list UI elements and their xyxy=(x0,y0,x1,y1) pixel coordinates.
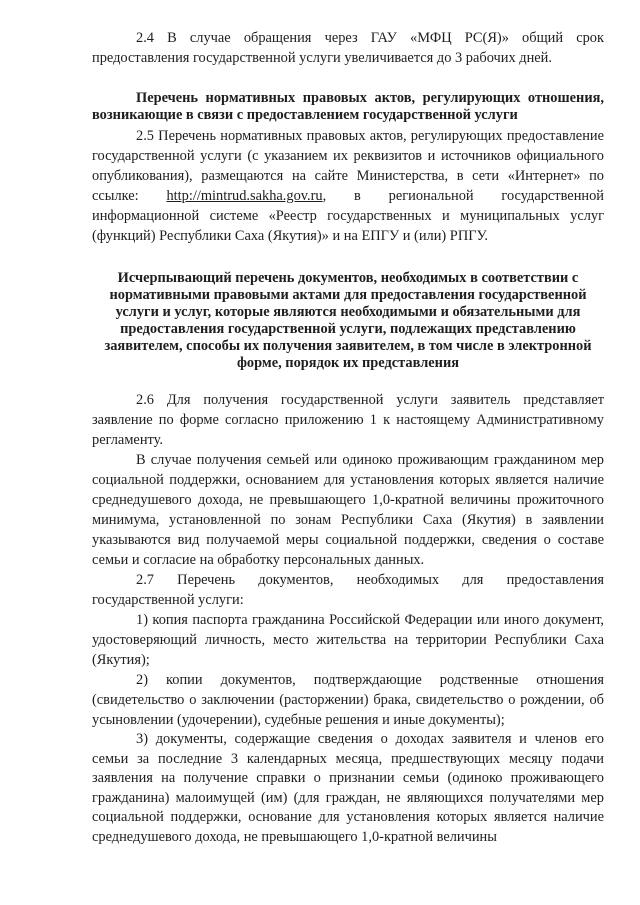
legal-acts-heading: Перечень нормативных правовых актов, регулирующих отношения, возникающие в связи с предоставлением государственной услуги xyxy=(92,90,604,123)
section-2-7-paragraph: 2.7 Перечень документов, необходимых для предоставления государственной услуги: xyxy=(92,572,604,608)
section-2-5-text: 2.5 Перечень нормативных правовых актов, регулирующих предоставление государственной услуги (с указанием их реквизитов и источников официального опубликования), размещаются на сайте Министерства, в сети «Интернет» по ссылке: xyxy=(92,128,604,204)
document-list-item: 3) документы, содержащие сведения о доходах заявителя и членов его семьи за последние 3 календарных месяца, предшествующих месяцу подачи заявления на получение справки о признании семьи (одиноко проживающего гражданина) малоимущей (им) (для граждан, не являющихся получателями мер социальной поддержки, основание для установления которых является наличие среднедушевого дохода, не превышающего 1,0-кратной величины xyxy=(92,731,604,845)
section-2-5-paragraph xyxy=(92,126,604,246)
section-2-4-paragraph: 2.4 В случае обращения через ГАУ «МФЦ РС(Я)» общий срок предоставления государственной услуги увеличивается до 3 рабочих дней. xyxy=(92,30,604,66)
section-2-6-paragraph: 2.6 Для получения государственной услуги заявитель представляет заявление по форме согласно приложению 1 к настоящему Административному регламенту. xyxy=(92,392,604,448)
section-2-6-continuation: В случае получения семьей или одиноко проживающим гражданином мер социальной поддержки, основанием для установления которых является наличие среднедушевого дохода, не превышающего 1,0-кратной величины прожиточного минимума, установленной по зонам Республики Саха (Якутия) в заявлении указываются вид получаемой меры социальной поддержки, сведения о составе семьи и согласие на обработку персональных данных. xyxy=(92,452,604,568)
ministry-website-link[interactable]: http://mintrud.sakha.gov.ru xyxy=(166,188,323,204)
section-2-5-text-continued: , в региональной государственной информационной системе «Реестр государственных и муниципальных услуг (функций) Республики Саха (Якутия)» и на ЕПГУ и (или) РПГУ. xyxy=(92,188,604,244)
document-list-item: 2) копии документов, подтверждающие родственные отношения (свидетельство о заключении (расторжении) брака, свидетельство о рождении, об усыновлении (удочерении), судебные решения и иные документы); xyxy=(92,672,604,728)
documents-list-heading: Исчерпывающий перечень документов, необходимых в соответствии с нормативными правовыми актами для предоставления государственной услуги и услуг, которые являются необходимыми и обязательными для предоставления государственной услуги, подлежащих представлению заявителем, способы их получения заявителем, в том числе в электронной форме, порядок их представления xyxy=(104,270,592,371)
document-list-item: 1) копия паспорта гражданина Российской Федерации или иного документ, удостоверяющий личность, место жительства на территории Республики Саха (Якутия); xyxy=(92,612,604,668)
